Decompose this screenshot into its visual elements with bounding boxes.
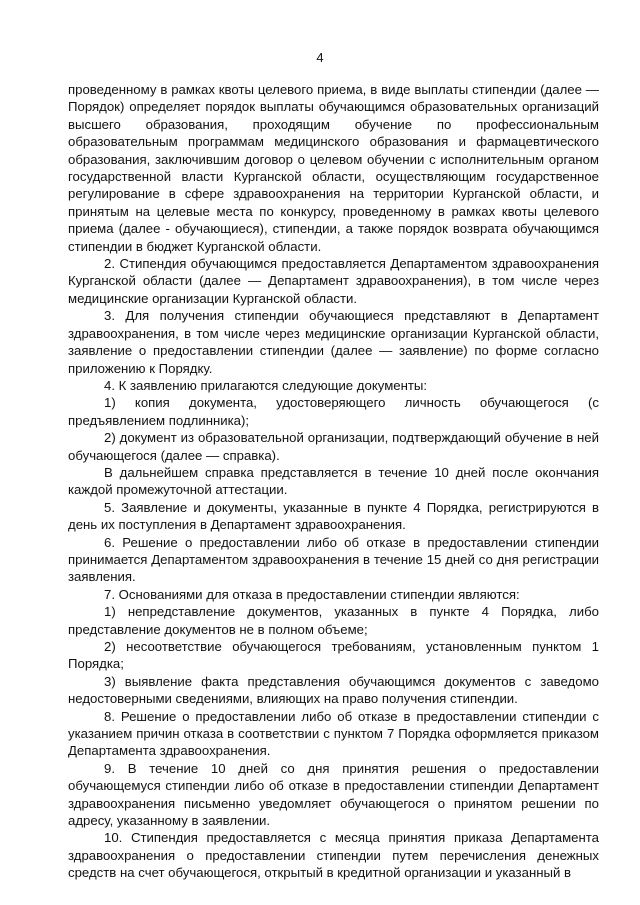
paragraph-4-item-2: 2) документ из образовательной организации, подтверждающий обучение в ней обучающегося (далее — справка). — [68, 430, 599, 463]
paragraph-7-item-3: 3) выявление факта представления обучающимся документов с заведомо недостоверными сведениями, влияющих на право получения стипендии. — [68, 673, 599, 707]
paragraph-4-note: В дальнейшем справка представляется в течение 10 дней после окончания каждой промежуточной аттестации. — [68, 464, 599, 498]
paragraph-1-continued: проведенному в рамках квоты целевого приема, в виде выплаты стипендии (далее — Порядок) определяет порядок выплаты обучающимся образовательных организаций высшего образования, проходящим обучение по профессиональным образовательным программам медицинского образования и фармацевтического образования, заключившим договор о целевом обучении с исполнительным органом государственной власти Курганской области, осуществляющим государственное регулирование в сфере здравоохранения на территории Курганской области, и принятым на целевые места по конкурсу, проведенному в рамках квоты целевого приема (далее - обучающиеся), стипендии, а также порядок возврата обучающимся стипендии в бюджет Курганской области. — [68, 82, 599, 254]
paragraph-7-item-1: 1) непредставление документов, указанных в пункте 4 Порядка, либо представление документов не в полном объеме; — [68, 604, 599, 637]
paragraph-4: 4. К заявлению прилагаются следующие документы: — [104, 377, 428, 393]
paragraph-3: 3. Для получения стипендии обучающиеся представляют в Департамент здравоохранения, в том числе через медицинские организации Курганской области, заявление о предоставлении стипендии (далее — заявление) по форме согласно приложению к Порядку. — [68, 308, 599, 376]
paragraph-7-item-2: 2) несоответствие обучающегося требованиям, установленным пунктом 1 Порядка; — [68, 639, 599, 672]
paragraph-8: 8. Решение о предоставлении либо об отказе в предоставлении стипендии с указанием причин отказа в соответствии с пунктом 7 Порядка оформляется приказом Департамента здравоохранения. — [68, 708, 599, 759]
paragraph-7: 7. Основаниями для отказа в предоставлении стипендии являются: — [104, 586, 520, 602]
document-body — [68, 81, 599, 882]
paragraph-6: 6. Решение о предоставлении либо об отказе в предоставлении стипендии принимается Департаментом здравоохранения в течение 15 дней со дня регистрации заявления. — [68, 534, 599, 585]
paragraph-2: 2. Стипендия обучающимся предоставляется Департаментом здравоохранения Курганской области (далее — Департамент здравоохранения), в том числе через медицинские организации Курганской области. — [68, 256, 599, 306]
page-number: 4 — [316, 50, 324, 65]
paragraph-4-item-1: 1) копия документа, удостоверяющего личность обучающегося (с предъявлением подлинника); — [68, 395, 599, 428]
paragraph-10: 10. Стипендия предоставляется с месяца принятия приказа Департамента здравоохранения о предоставлении стипендии путем перечисления денежных средств на счет обучающегося, открытый в кредитной организации и указанный в — [68, 830, 599, 881]
paragraph-5: 5. Заявление и документы, указанные в пункте 4 Порядка, регистрируются в день их поступления в Департамент здравоохранения. — [68, 499, 599, 533]
paragraph-9: 9. В течение 10 дней со дня принятия решения о предоставлении обучающемуся стипендии либо об отказе в предоставлении стипендии Департамент здравоохранения письменно уведомляет обучающегося о принятом решении по адресу, указанному в заявлении. — [68, 760, 599, 829]
